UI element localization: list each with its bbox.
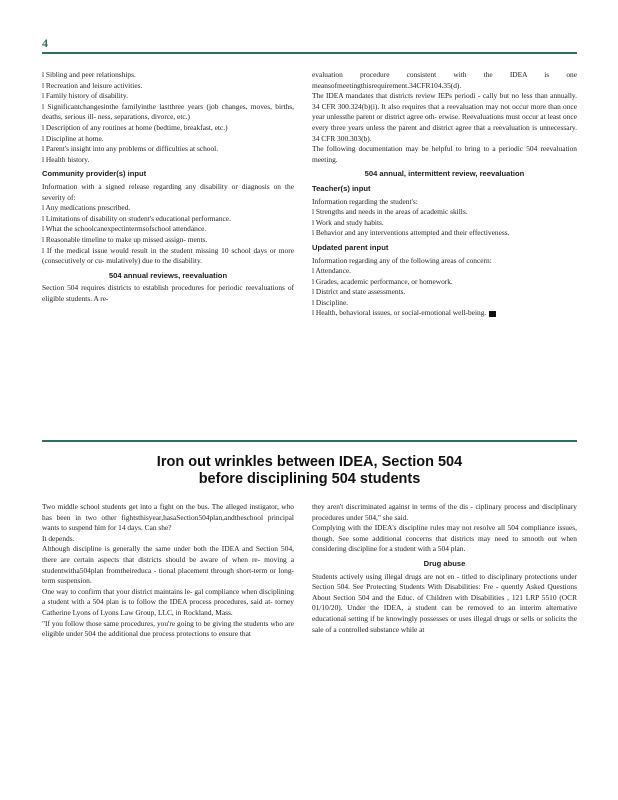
a1l-6: l Parent's insight into any problems or difficulties at school.: [42, 144, 219, 154]
article1-left-column: [42, 70, 294, 304]
article2-left-column: [42, 502, 294, 640]
article2-right-column: [312, 502, 577, 635]
a2r-3: Students actively using illegal drugs are not en - titled to disciplinary protections under Section 504. See Protecting Students With Disabilities: Fre - quently Asked Questions About Section 504 and the Educ. of Children with Disabilities , 121 LRP 5510 (OCR 01/10/20). Under the IDEA, a student can be removed to an interim alternative educational setting if he knowingly possesses or uses illegal drugs or sells or solicits the sale of a controlled substance while at: [312, 571, 577, 634]
end-of-article-mark: [489, 311, 496, 317]
article2-title-line2: before disciplining 504 students: [198, 471, 421, 487]
a1l-12: l What the schoolcanexpectintermsofschool attendance.: [42, 224, 207, 234]
section-heading: Drug abuse: [423, 558, 466, 568]
a1l-10: l Any medications prescribed.: [42, 203, 131, 213]
page-number: 4: [42, 36, 48, 50]
a1l-3: l Significantchangesinthe familyinthe lastthree years (job changes, moves, births, deaths, serious ill- ness, separations, divorce, etc.): [42, 101, 294, 122]
a1l-13: l Reasonable timeline to make up missed assign- ments.: [42, 234, 208, 244]
a1r-5: Information regarding the student's:: [312, 196, 418, 206]
a1r-7: l Work and study habits.: [312, 217, 384, 227]
a1r-11: l Attendance.: [312, 266, 351, 276]
header-rule: [42, 52, 577, 54]
a2r-1: Complying with the IDEA's discipline rules may not resolve all 504 compliance issues, though. See some additional concerns that districts may need to smooth out when considering discipline for a student with a 504 plan.: [312, 523, 577, 554]
a2l-1: It depends.: [42, 533, 75, 543]
a1l-0: l Sibling and peer relationships.: [42, 70, 136, 79]
a1l-1: l Recreation and leisure activities.: [42, 80, 143, 90]
section-heading: Teacher(s) input: [312, 183, 371, 193]
a1r-8: l Behavior and any interventions attempted and their effectiveness.: [312, 228, 510, 238]
article-divider-rule: [42, 440, 577, 442]
a1l-5: l Discipline at home.: [42, 133, 104, 143]
a1r-0: evaluation procedure consistent with the IDEA is one meansofmeetingthisrequirement.34CFR104.35(d).: [312, 70, 577, 90]
section-heading: 504 annual reviews, reevaluation: [108, 270, 228, 280]
a2l-2: Although discipline is generally the same under both the IDEA and Section 504, there are certain aspects that districts should be aware of when re- moving a studentwitha504plan fromtheireduca - tional placement through short-term or long-term suspension.: [42, 544, 294, 586]
article2-title-line1: Iron out wrinkles between IDEA, Section 504: [156, 454, 463, 470]
a1r-12: l Grades, academic performance, or homework.: [312, 276, 453, 286]
section-heading: Community provider(s) input: [42, 169, 147, 179]
section-heading: Updated parent input: [312, 242, 389, 252]
a1l-14: l If the medical issue would result in the student missing 10 school days or more (consecutively or cu- mulatively) due to the disability.: [42, 245, 294, 266]
a1r-10: Information regarding any of the following areas of concern:: [312, 255, 492, 265]
a2l-4: "If you follow those same procedures, you're going to be giving the students who are eligible under 504 the additional due process protections to ensure that: [42, 618, 294, 639]
a2l-3: One way to confirm that your district maintains le- gal compliance when disciplining a student with a 504 plan is to follow the IDEA process procedures, said at- torney Catherine Lyons of Lyons Law Group, LLC, in Rockland, Mass.: [42, 586, 294, 617]
a2l-0: Two middle school students get into a fight on the bus. The alleged instigator, who has been in two other fightsthisyear,hasaSection504plan,andtheschool principal wants to suspend him for 14 days. Can she?: [42, 502, 294, 533]
a1r-6: l Strengths and needs in the areas of academic skills.: [312, 207, 468, 217]
article1-right-column: [312, 70, 577, 319]
a1l-7: l Health history.: [42, 154, 90, 164]
a1l-4: l Description of any routines at home (bedtime, breakfast, etc.): [42, 122, 228, 132]
a1r-15: l Health, behavioral issues, or social-emotional well-being.: [312, 308, 487, 318]
a1l-16: Section 504 requires districts to establish procedures for periodic reevaluations of eligible students. A re-: [42, 283, 294, 303]
a2r-0: they aren't discriminated against in terms of the dis - ciplinary process and disciplinary procedures under 504," she said.: [312, 502, 577, 522]
a1l-2: l Family history of disability.: [42, 91, 128, 101]
a1l-11: l Limitations of disability on student's educational performance.: [42, 213, 231, 223]
a1l-9: Information with a signed release regarding any disability or diagnosis on the severity of:: [42, 181, 294, 202]
a1r-1: The IDEA mandates that districts review IEPs periodi - cally but no less than annually. 34 CFR 300.324(b)(i). It also requires that a reevaluation may not occur more than once year unlessthe parent or district agree oth- erwise. Reevaluations must occur at least once every three years unless the parent and district agree that a reevaluation is unnecessary. 34 CFR 300.303(b).: [312, 91, 577, 143]
section-heading: 504 annual, intermittent review, reevaluation: [364, 169, 525, 179]
a1r-14: l Discipline.: [312, 297, 349, 307]
a1r-2: The following documentation may be helpful to bring to a periodic 504 reevaluation meeting.: [312, 144, 577, 164]
a1r-13: l District and state assessments.: [312, 287, 406, 297]
article2-title: [42, 454, 577, 488]
